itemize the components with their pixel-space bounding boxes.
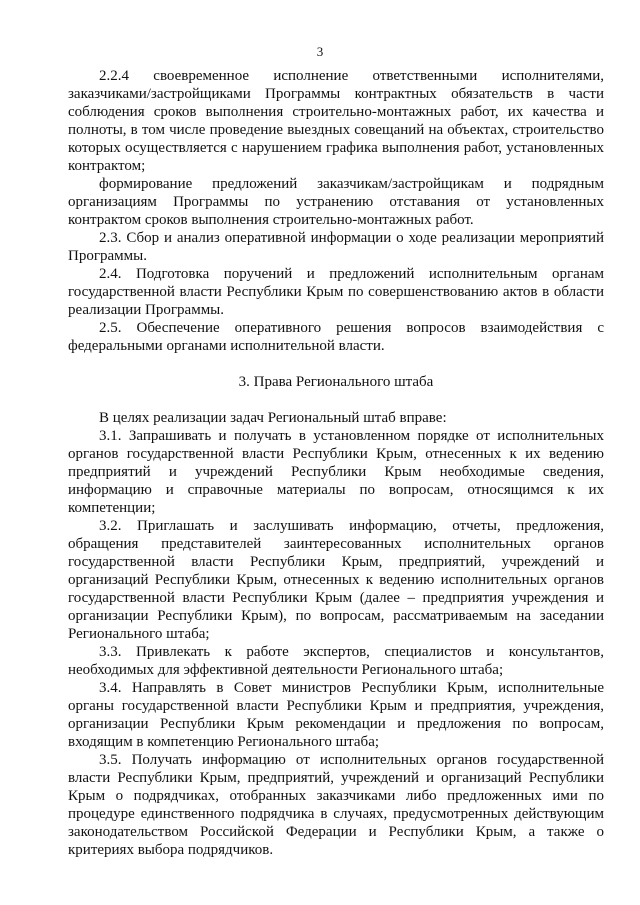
paragraph-3-3: 3.3. Привлекать к работе экспертов, специалистов и консультантов, необходимых для эффективной деятельности Регионального штаба; (68, 644, 604, 678)
paragraph-2-5: 2.5. Обеспечение оперативного решения вопросов взаимодействия с федеральными органами исполнительной власти. (68, 320, 604, 354)
section-heading: 3. Права Регионального штаба (238, 374, 434, 390)
paragraph-2-4: 2.4. Подготовка поручений и предложений исполнительным органам государственной власти Республики Крым по совершенствованию актов в области реализации Программы. (68, 266, 604, 318)
paragraph-3-4: 3.4. Направлять в Совет министров Республики Крым, исполнительные органы государственной власти Республики Крым и предприятия, учреждения, организации Республики Крым рекомендации и предложения по вопросам, входящим в компетенцию Регионального штаба; (68, 680, 604, 750)
page-number: 3 (316, 44, 324, 59)
paragraph-2-2-4: 2.2.4 своевременное исполнение ответственными исполнителями, заказчиками/застройщиками Программы контрактных обязательств в части соблюдения сроков выполнения строительно-монтажных работ, их качества и полноты, в том числе проведение выездных совещаний на объектах, строительство которых осуществляется с нарушением графика выполнения работ, установленных контрактом; (68, 68, 604, 174)
paragraph-3-5: 3.5. Получать информацию от исполнительных органов государственной власти Республики Крым, предприятий, учреждений и организаций Республики Крым о подрядчиках, отобранных заказчиками либо предложенных ими по процедуре единственного подрядчика в случаях, предусмотренных действующим законодательством Российской Федерации и Республики Крым, а также о критериях выбора подрядчиков. (68, 752, 604, 858)
paragraph-proposals: формирование предложений заказчикам/застройщикам и подрядным организациям Программы по устранению отставания от установленных контрактом сроков выполнения строительно-монтажных работ. (68, 176, 604, 228)
document-body (68, 67, 604, 859)
paragraph-2-3: 2.3. Сбор и анализ оперативной информации о ходе реализации мероприятий Программы. (68, 230, 604, 264)
paragraph-3-2: 3.2. Приглашать и заслушивать информацию, отчеты, предложения, обращения представителей заинтересованных исполнительных органов государственной власти Республики Крым, предприятий, учреждений и организаций Республики Крым, отнесенных к ведению исполнительных органов государственной власти Республики Крым (далее – предприятия учреждения и организации Республики Крым), по вопросам, рассматриваемым на заседании Регионального штаба; (68, 518, 604, 642)
paragraph-3-1: 3.1. Запрашивать и получать в установленном порядке от исполнительных органов государственной власти Республики Крым, отнесенных к их ведению предприятий и учреждений Республики Крым необходимые сведения, информацию и справочные материалы по вопросам, относящимся к их компетенции; (68, 428, 604, 516)
paragraph-intro: В целях реализации задач Региональный штаб вправе: (99, 410, 447, 426)
